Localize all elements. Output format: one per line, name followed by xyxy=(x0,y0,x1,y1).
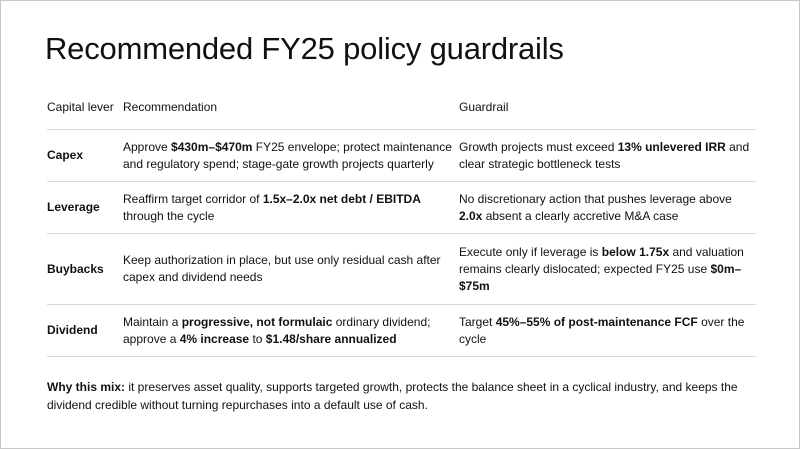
text: through the cycle xyxy=(123,208,215,223)
text: ordinary dividend; approve a xyxy=(123,314,431,346)
header-guardrail: Guardrail xyxy=(459,99,509,114)
guardrail-cell xyxy=(459,130,756,182)
footnote-text: it preserves asset quality, supports targeted growth, protects the balance sheet in a cyclical industry, and keeps the dividend credible without turning repurchases into a default use of cash. xyxy=(47,380,738,412)
emphasis: 45%–55% of post-maintenance FCF xyxy=(495,314,698,329)
emphasis: 13% unlevered IRR xyxy=(617,139,726,154)
text: over the cycle xyxy=(459,314,745,346)
text: Growth projects must exceed xyxy=(459,139,618,154)
emphasis: 4% increase xyxy=(179,331,250,346)
emphasis: $430m–$470m xyxy=(171,139,253,154)
footnote-lead: Why this mix: xyxy=(47,380,126,394)
lever-label: Capex xyxy=(47,148,84,162)
table-row-dividend xyxy=(47,305,756,357)
table-row-buybacks xyxy=(47,234,756,305)
text: Maintain a xyxy=(123,314,182,329)
header-recommendation: Recommendation xyxy=(123,99,218,114)
emphasis: progressive, not formulaic xyxy=(181,314,333,329)
table-header-row xyxy=(47,85,756,130)
guardrails-table xyxy=(47,85,756,357)
table-row-capex xyxy=(47,130,756,182)
guardrail-cell xyxy=(459,305,756,357)
lever-label: Buybacks xyxy=(47,261,104,276)
emphasis: $1.48/share annualized xyxy=(265,331,397,346)
emphasis: 1.5x–2.0x net debt / EBITDA xyxy=(262,191,421,206)
text: Execute only if leverage is xyxy=(459,244,602,259)
text: Keep authorization in place, but use only residual cash after capex and dividend needs xyxy=(123,253,441,284)
lever-label: Dividend xyxy=(47,323,98,337)
text: and clear strategic bottleneck tests xyxy=(459,139,750,171)
emphasis: 2.0x xyxy=(459,208,483,223)
recommendation-cell xyxy=(123,182,459,234)
emphasis: below 1.75x xyxy=(601,244,670,259)
guardrail-cell xyxy=(459,234,756,305)
text: absent a clearly accretive M&A case xyxy=(482,208,679,223)
footnote xyxy=(47,378,757,414)
emphasis: $0m–$75m xyxy=(459,261,742,293)
recommendation-cell xyxy=(123,305,459,357)
lever-label: Leverage xyxy=(47,200,100,214)
recommendation-cell xyxy=(123,234,459,305)
text: Target xyxy=(459,314,496,329)
page-title: Recommended FY25 policy guardrails xyxy=(45,31,564,66)
table-row-leverage xyxy=(47,182,756,234)
header-capital-lever: Capital lever xyxy=(47,99,114,114)
text: to xyxy=(249,331,266,346)
text: and valuation remains clearly dislocated; expected FY25 use xyxy=(459,244,744,276)
recommendation-cell xyxy=(123,130,459,182)
text: Reaffirm target corridor of xyxy=(123,191,263,206)
text: FY25 envelope; protect maintenance and regulatory spend; stage-gate growth projects quarterly xyxy=(123,139,452,171)
text: No discretionary action that pushes leverage above xyxy=(459,191,732,206)
guardrail-cell xyxy=(459,182,756,234)
text: Approve xyxy=(123,139,172,154)
